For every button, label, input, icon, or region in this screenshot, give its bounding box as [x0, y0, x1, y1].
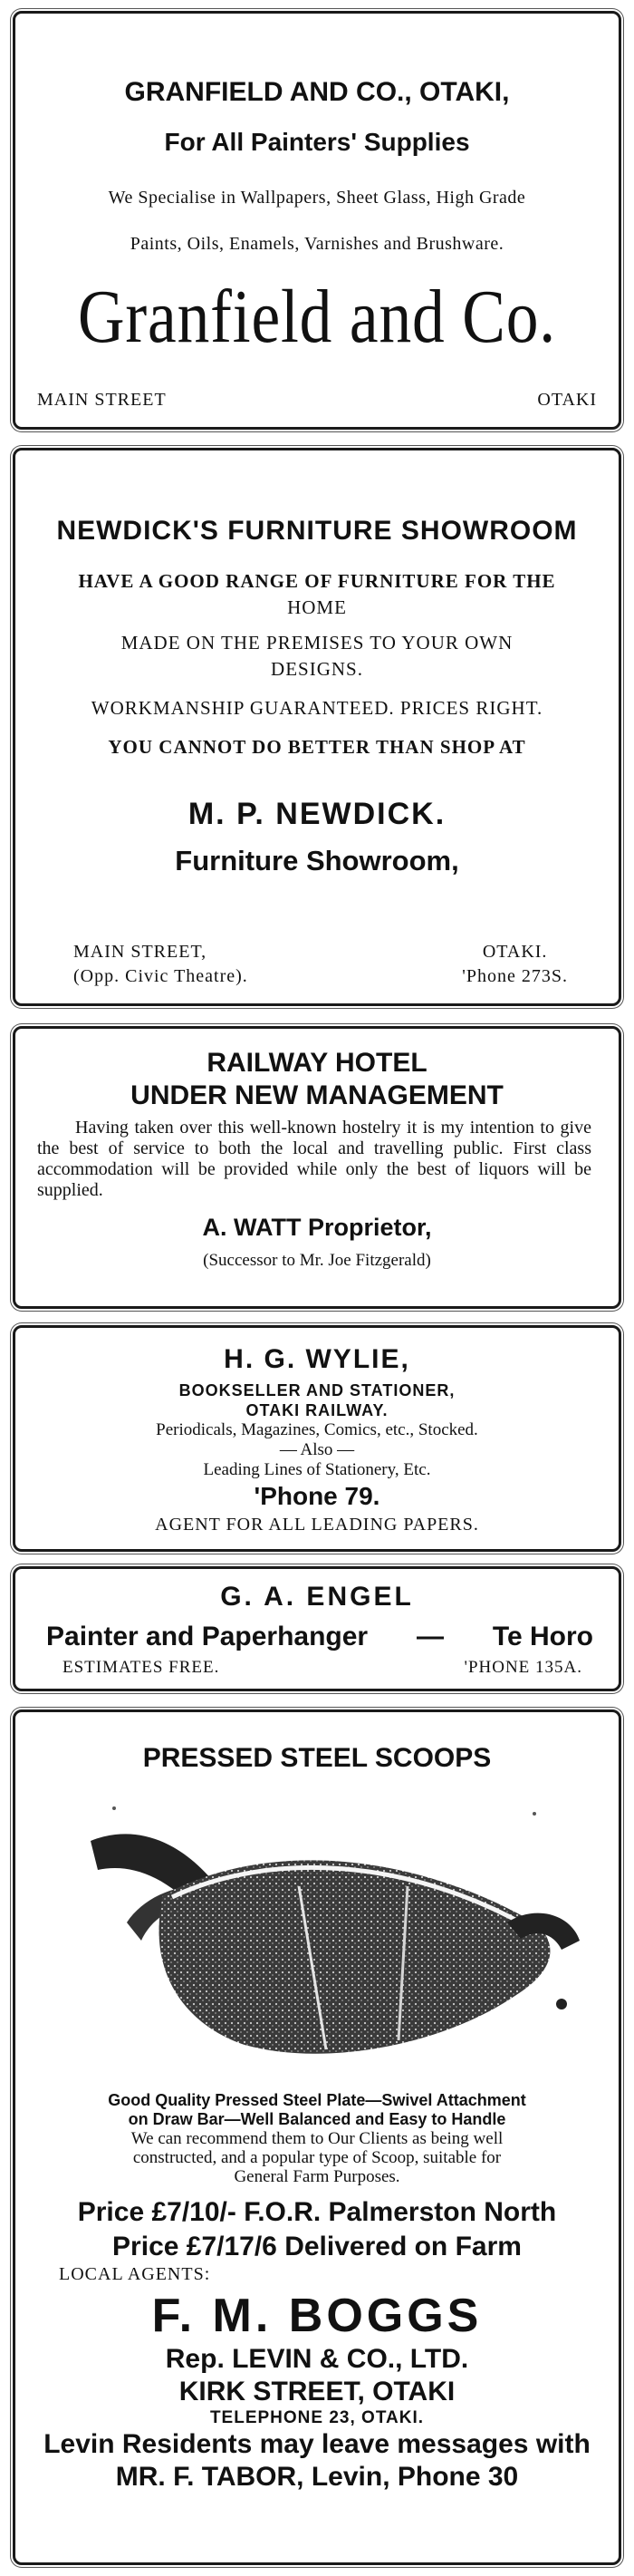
railway-hotel-ad [13, 1026, 621, 1309]
newdick-line-2b: DESIGNS. [271, 658, 363, 680]
boggs-telephone: TELEPHONE 23, OTAKI. [209, 2408, 425, 2427]
railway-hotel-body: Having taken over this well-known hostelry it is my intention to give the best of service to both the local and travelling public. First class accommodation will be provided while only the best of liquors will be supplied. [37, 1118, 591, 1200]
wylie-name: H. G. WYLIE, [224, 1344, 410, 1374]
engel-name: G. A. ENGEL [220, 1582, 414, 1612]
granfield-line-2: Paints, Oils, Enamels, Varnishes and Brushware. [130, 234, 504, 254]
newdick-street: MAIN STREET, [73, 942, 207, 962]
granfield-name: Granfield and Co. [77, 275, 556, 359]
wylie-line-5: Leading Lines of Stationery, Etc. [203, 1460, 431, 1479]
granfield-line-1: We Specialise in Wallpapers, Sheet Glass, High Grade [108, 188, 526, 208]
wylie-line-4: — Also — [279, 1440, 355, 1459]
railway-hotel-proprietor: A. WATT Proprietor, [202, 1214, 432, 1241]
granfield-heading: GRANFIELD AND CO., OTAKI, [124, 77, 510, 107]
railway-hotel-heading-2: UNDER NEW MANAGEMENT [130, 1080, 504, 1110]
engel-dash: — [417, 1622, 444, 1651]
newdick-opposite: (Opp. Civic Theatre). [73, 966, 248, 986]
wylie-line-1: BOOKSELLER AND STATIONER, [178, 1381, 456, 1399]
boggs-street: KIRK STREET, OTAKI [178, 2377, 456, 2407]
newdick-line-3: WORKMANSHIP GUARANTEED. PRICES RIGHT. [91, 697, 543, 719]
granfield-ad [13, 11, 621, 430]
granfield-tagline: For All Painters' Supplies [164, 128, 470, 156]
engel-info-row [62, 1658, 582, 1678]
boggs-local-agents: LOCAL AGENTS: [59, 2264, 211, 2284]
newdick-line-4: YOU CANNOT DO BETTER THAN SHOP AT [108, 736, 526, 758]
engel-ad [13, 1566, 621, 1691]
boggs-price-2: Price £7/17/6 Delivered on Farm [112, 2232, 522, 2261]
scoop-illustration-icon [27, 1787, 607, 2086]
engel-trade-row [46, 1622, 593, 1652]
granfield-footer [37, 390, 597, 411]
engel-estimates: ESTIMATES FREE. [62, 1658, 220, 1677]
railway-hotel-successor: (Successor to Mr. Joe Fitzgerald) [203, 1251, 431, 1270]
wylie-phone: 'Phone 79. [254, 1482, 380, 1510]
railway-hotel-heading-1: RAILWAY HOTEL [207, 1048, 427, 1078]
newdick-footer [73, 940, 568, 989]
boggs-name: F. M. BOGGS [151, 2290, 483, 2342]
newdick-heading: NEWDICK'S FURNITURE SHOWROOM [56, 516, 578, 546]
newdick-town: OTAKI. [482, 942, 548, 962]
boggs-price-1: Price £7/10/- F.O.R. Palmerston North [77, 2197, 557, 2227]
newdick-name: M. P. NEWDICK. [187, 797, 447, 831]
boggs-desc-1: Good Quality Pressed Steel Plate—Swivel Attachment [108, 2091, 526, 2109]
newdick-subtitle: Furniture Showroom, [175, 845, 459, 876]
boggs-ad [13, 1709, 621, 2565]
engel-phone: 'PHONE 135A. [464, 1658, 582, 1677]
engel-town: Te Horo [492, 1622, 593, 1651]
granfield-town: OTAKI [537, 390, 597, 410]
wylie-agent: AGENT FOR ALL LEADING PAPERS. [155, 1515, 479, 1535]
boggs-desc-4: constructed, and a popular type of Scoop, suitable for [132, 2148, 502, 2167]
newdick-phone: 'Phone 273S. [462, 966, 568, 986]
granfield-street: MAIN STREET [37, 390, 167, 410]
boggs-heading: PRESSED STEEL SCOOPS [142, 1743, 492, 1773]
boggs-levin-2: MR. F. TABOR, Levin, Phone 30 [115, 2462, 519, 2492]
newdick-line-1b: HOME [287, 596, 347, 618]
wylie-line-2: OTAKI RAILWAY. [245, 1401, 389, 1419]
boggs-levin-1: Levin Residents may leave messages with [43, 2429, 591, 2459]
newdick-ad [13, 448, 621, 1006]
newdick-line-1: HAVE A GOOD RANGE OF FURNITURE FOR THE [78, 570, 556, 592]
wylie-ad [13, 1325, 621, 1552]
newdick-line-2: MADE ON THE PREMISES TO YOUR OWN [120, 632, 514, 654]
boggs-rep: Rep. LEVIN & CO., LTD. [165, 2344, 469, 2374]
wylie-line-3: Periodicals, Magazines, Comics, etc., Stocked. [156, 1420, 478, 1439]
boggs-desc-5: General Farm Purposes. [234, 2167, 400, 2186]
boggs-desc-3: We can recommend them to Our Clients as being well [130, 2129, 504, 2148]
engel-trade: Painter and Paperhanger [46, 1622, 369, 1651]
boggs-desc-2: on Draw Bar—Well Balanced and Easy to Handle [128, 2110, 506, 2128]
